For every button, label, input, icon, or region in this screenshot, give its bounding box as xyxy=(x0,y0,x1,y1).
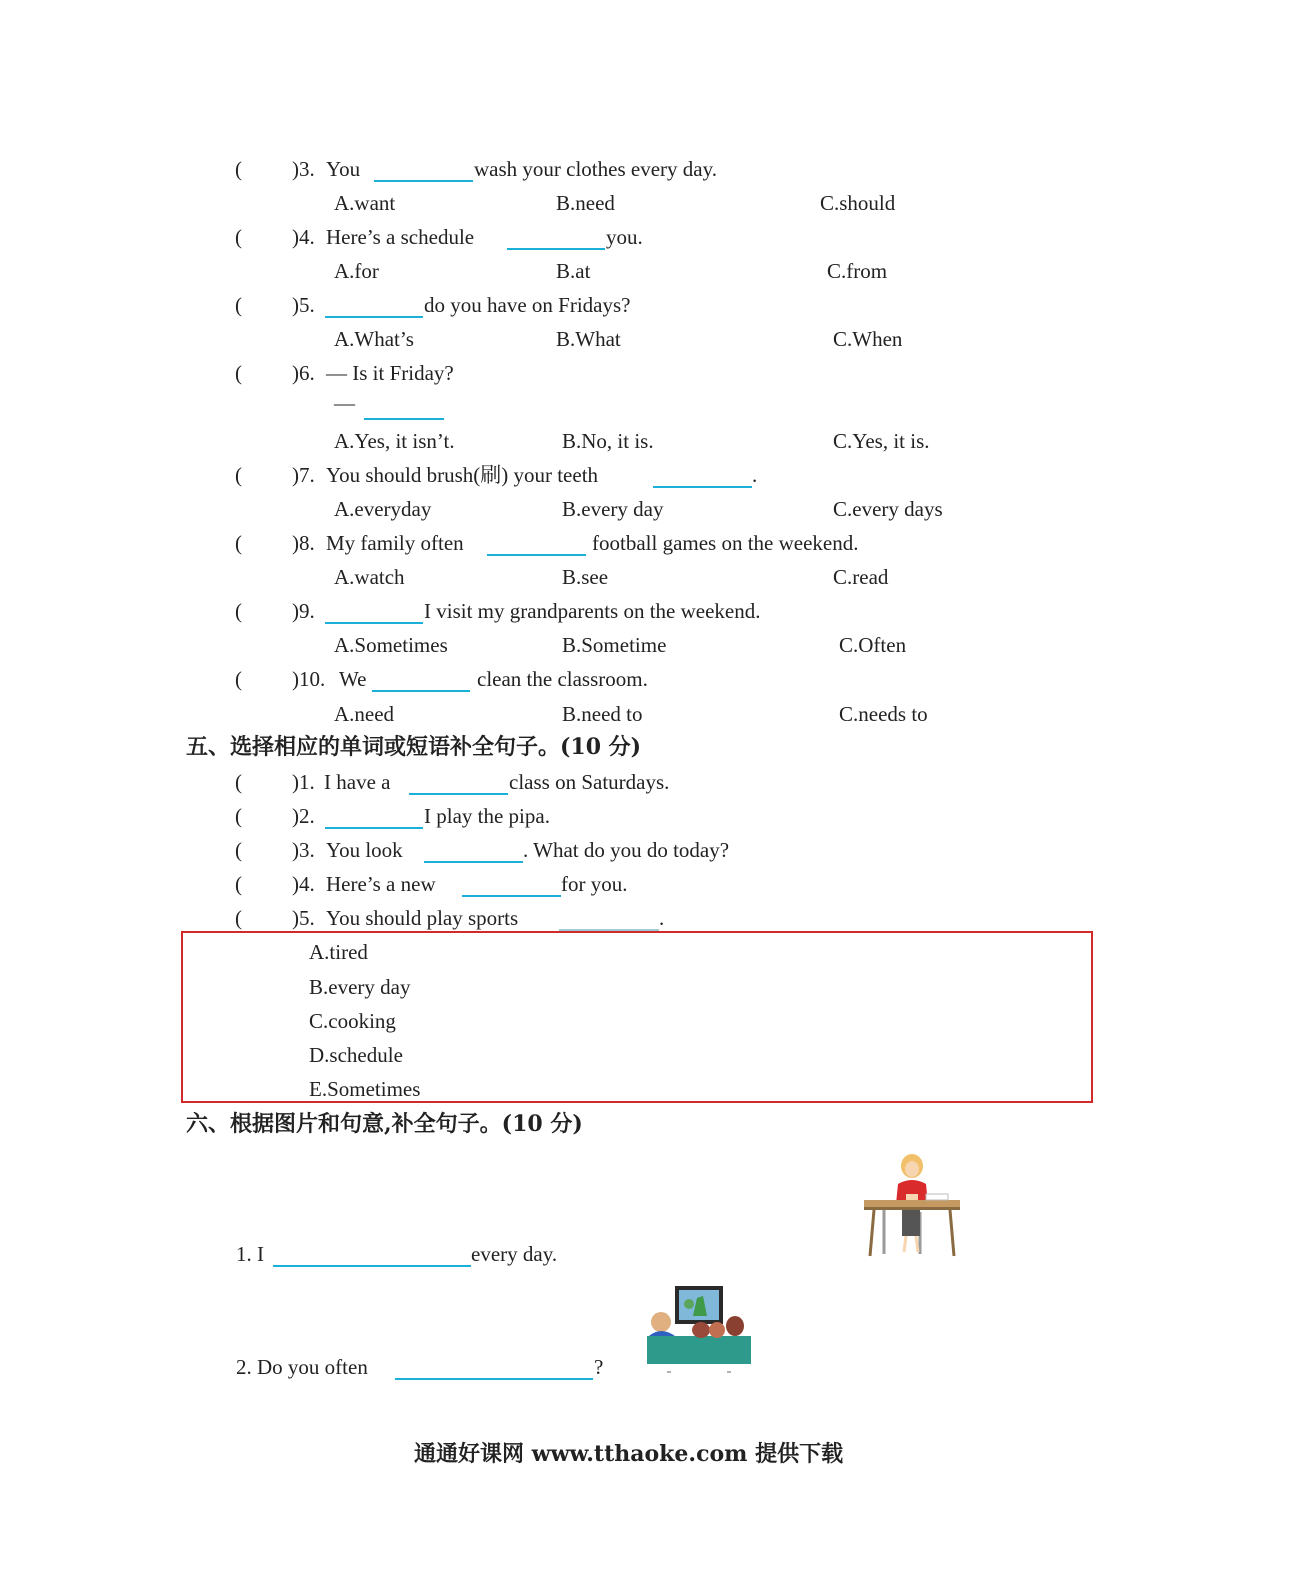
option-c: C.from xyxy=(827,259,888,283)
answer-paren: ( xyxy=(235,293,242,317)
dialog-dash: — xyxy=(334,391,355,415)
woman-at-desk-illustration xyxy=(862,1150,964,1258)
answer-blank[interactable] xyxy=(507,248,605,250)
option-a: A.want xyxy=(334,191,396,215)
answer-paren: ( xyxy=(235,838,242,862)
option-a: A.What’s xyxy=(334,327,414,351)
answer-blank[interactable] xyxy=(653,486,752,488)
answer-blank[interactable] xyxy=(409,793,508,795)
question-text: clean the classroom. xyxy=(477,667,648,691)
question-text: You should brush(刷) your teeth xyxy=(326,463,599,487)
question-text: football games on the weekend. xyxy=(592,531,859,555)
question-text: wash your clothes every day. xyxy=(474,157,717,181)
answer-blank[interactable] xyxy=(325,316,423,318)
word-bank-option: B.every day xyxy=(309,975,411,999)
question-text: do you have on Fridays? xyxy=(424,293,631,317)
answer-blank[interactable] xyxy=(424,861,523,863)
answer-paren: ( xyxy=(235,531,242,555)
answer-blank[interactable] xyxy=(364,418,444,420)
question-number: )5. xyxy=(292,906,315,930)
question-number: )8. xyxy=(292,531,315,555)
answer-paren: ( xyxy=(235,667,242,691)
footer-credit: 通通好课网 www.tthaoke.com 提供下载 xyxy=(414,1441,844,1467)
option-a: A.Yes, it isn’t. xyxy=(334,429,455,453)
question-number: )3. xyxy=(292,157,315,181)
answer-paren: ( xyxy=(235,804,242,828)
question-number: )4. xyxy=(292,225,315,249)
answer-blank[interactable] xyxy=(273,1265,471,1267)
option-c: C.read xyxy=(833,565,889,589)
option-b: B.need xyxy=(556,191,615,215)
option-c: C.When xyxy=(833,327,903,351)
question-text: I visit my grandparents on the weekend. xyxy=(424,599,761,623)
question-number: )5. xyxy=(292,293,315,317)
option-c: C.Often xyxy=(839,633,907,657)
answer-blank[interactable] xyxy=(325,622,423,624)
answer-paren: ( xyxy=(235,599,242,623)
question-text: — Is it Friday? xyxy=(326,361,454,385)
question-number: )4. xyxy=(292,872,315,896)
option-b: B.at xyxy=(556,259,591,283)
option-a: A.everyday xyxy=(334,497,432,521)
question-number: )10. xyxy=(292,667,326,691)
answer-paren: ( xyxy=(235,225,242,249)
answer-paren: ( xyxy=(235,157,242,181)
sentence-text: every day. xyxy=(471,1242,558,1266)
question-text: We xyxy=(339,667,367,691)
answer-blank[interactable] xyxy=(372,690,470,692)
question-number: )3. xyxy=(292,838,315,862)
question-number: )7. xyxy=(292,463,315,487)
watching-tv-illustration xyxy=(645,1284,753,1376)
question-text: . What do you do today? xyxy=(523,838,730,862)
option-c: C.needs to xyxy=(839,702,928,726)
question-text: I play the pipa. xyxy=(424,804,550,828)
option-b: B.need to xyxy=(562,702,643,726)
option-c: C.Yes, it is. xyxy=(833,429,930,453)
sentence-text: 2. Do you often xyxy=(236,1355,368,1379)
question-number: )1. xyxy=(292,770,315,794)
question-text: My family often xyxy=(326,531,464,555)
question-text: You xyxy=(326,157,361,181)
option-b: B.No, it is. xyxy=(562,429,654,453)
answer-paren: ( xyxy=(235,872,242,896)
question-number: )9. xyxy=(292,599,315,623)
answer-paren: ( xyxy=(235,361,242,385)
option-a: A.need xyxy=(334,702,395,726)
section-heading: 六、根据图片和句意,补全句子。(10 分) xyxy=(186,1111,583,1137)
option-b: B.Sometime xyxy=(562,633,667,657)
word-bank-option: C.cooking xyxy=(309,1009,396,1033)
question-text: I have a xyxy=(324,770,391,794)
answer-paren: ( xyxy=(235,906,242,930)
question-text: Here’s a new xyxy=(326,872,436,896)
answer-blank[interactable] xyxy=(374,180,473,182)
question-text: . xyxy=(659,906,665,930)
question-text: You look xyxy=(326,838,403,862)
option-a: A.for xyxy=(334,259,379,283)
option-b: B.see xyxy=(562,565,609,589)
answer-blank[interactable] xyxy=(487,554,586,556)
word-bank-option: E.Sometimes xyxy=(309,1077,421,1101)
answer-blank[interactable] xyxy=(395,1378,593,1380)
question-text: for you. xyxy=(561,872,628,896)
question-number: )2. xyxy=(292,804,315,828)
answer-blank[interactable] xyxy=(462,895,561,897)
answer-blank[interactable] xyxy=(325,827,423,829)
option-c: C.every days xyxy=(833,497,943,521)
question-text: class on Saturdays. xyxy=(509,770,670,794)
question-text: You should play sports xyxy=(326,906,519,930)
word-bank-option: D.schedule xyxy=(309,1043,403,1067)
question-number: )6. xyxy=(292,361,315,385)
question-text: you. xyxy=(606,225,643,249)
option-c: C.should xyxy=(820,191,896,215)
sentence-text: ? xyxy=(594,1355,604,1379)
option-a: A.watch xyxy=(334,565,405,589)
answer-paren: ( xyxy=(235,770,242,794)
section-heading: 五、选择相应的单词或短语补全句子。(10 分) xyxy=(186,734,642,760)
question-text: . xyxy=(752,463,758,487)
question-text: Here’s a schedule xyxy=(326,225,475,249)
option-a: A.Sometimes xyxy=(334,633,448,657)
option-b: B.What xyxy=(556,327,621,351)
answer-paren: ( xyxy=(235,463,242,487)
sentence-text: 1. I xyxy=(236,1242,264,1266)
word-bank-option: A.tired xyxy=(309,940,368,964)
option-b: B.every day xyxy=(562,497,664,521)
